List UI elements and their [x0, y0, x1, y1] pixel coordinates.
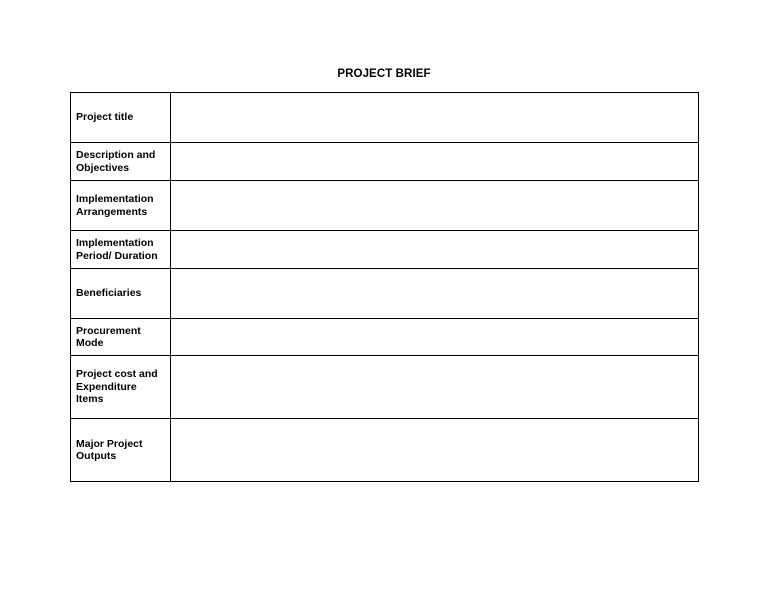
row-label-beneficiaries: Beneficiaries [71, 269, 171, 319]
row-label-implementation-period: Implementation Period/ Duration [71, 231, 171, 269]
row-label-procurement-mode: Procurement Mode [71, 319, 171, 356]
row-value-implementation-period[interactable] [171, 231, 699, 269]
row-label-project-title: Project title [71, 93, 171, 143]
row-value-major-outputs[interactable] [171, 419, 699, 482]
row-value-beneficiaries[interactable] [171, 269, 699, 319]
table-row [71, 181, 699, 231]
table-row [71, 419, 699, 482]
table-row [71, 356, 699, 419]
row-label-description-objectives: Description and Objectives [71, 143, 171, 181]
row-label-implementation-arrangements: Implementation Arrangements [71, 181, 171, 231]
table-row [71, 93, 699, 143]
row-value-description-objectives[interactable] [171, 143, 699, 181]
table-row [71, 231, 699, 269]
row-value-project-cost[interactable] [171, 356, 699, 419]
row-value-project-title[interactable] [171, 93, 699, 143]
project-brief-table [70, 92, 699, 482]
row-value-procurement-mode[interactable] [171, 319, 699, 356]
row-value-implementation-arrangements[interactable] [171, 181, 699, 231]
table-row [71, 269, 699, 319]
page-title: PROJECT BRIEF [337, 68, 431, 80]
row-label-major-outputs: Major Project Outputs [71, 419, 171, 482]
row-label-project-cost: Project cost and Expenditure Items [71, 356, 171, 419]
table-row [71, 143, 699, 181]
table-row [71, 319, 699, 356]
